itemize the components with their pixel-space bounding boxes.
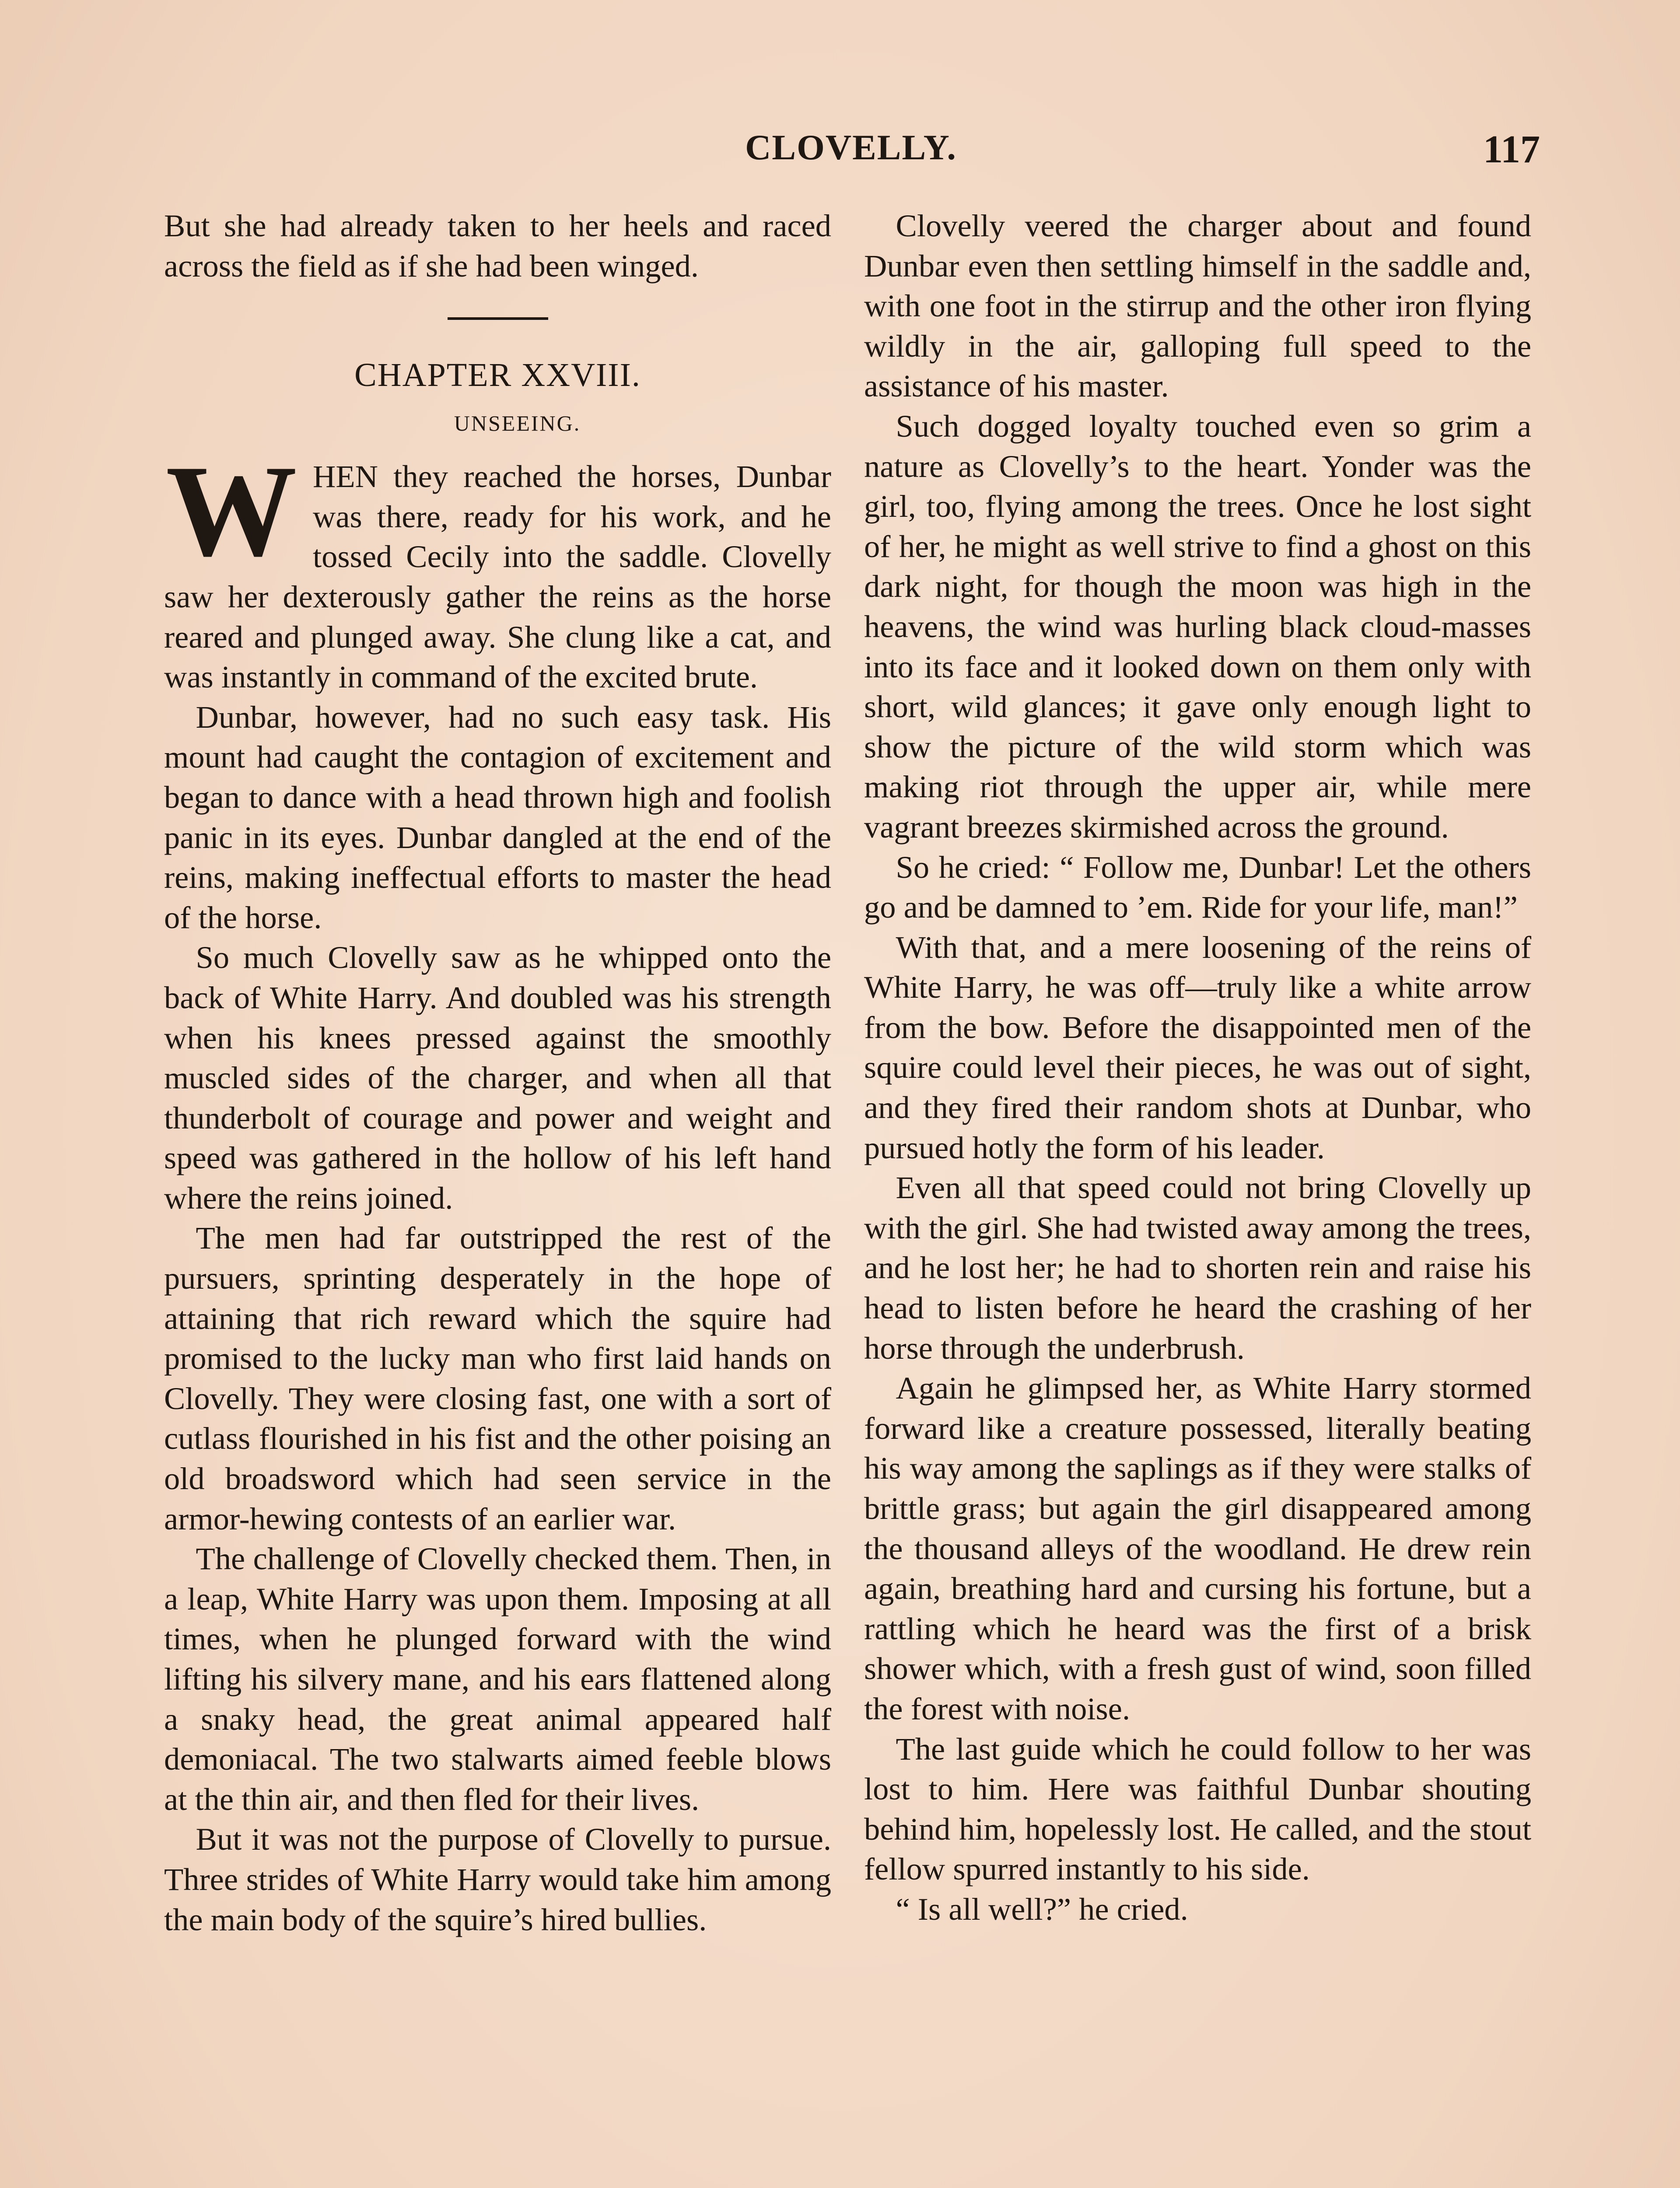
paragraph: Again he glimpsed her, as White Harry stormed forward like a creature possessed, literally beating his way among the saplings as if they were stalks of brittle grass; but again the girl disappeared among the thousand alleys of the woodland. He drew rein again, breathing hard and cursing his fortune, but a rattling which he heard was the first of a brisk shower which, with a fresh gust of wind, soon filled the forest with noise. — [864, 1370, 1531, 1726]
paragraph-continued: But she had already taken to her heels and raced across the field as if she had been winged. — [164, 208, 831, 284]
paragraph: So much Clovelly saw as he whipped onto the back of White Harry. And doubled was his strength when his knees pressed against the smoothly muscled sides of the charger, and when all that thunderbolt of courage and power and weight and speed was gathered in the hollow of his left hand where the reins joined. — [164, 940, 831, 1216]
paragraph: “ Is all well?” he cried. — [896, 1891, 1188, 1927]
paragraph: Such dogged loyalty touched even so grim a nature as Clovelly’s to the heart. Yonder was the girl, too, flying among the trees. Once he lost sight of her, he might as well strive to find a ghost on this dark night, for though the moon was high in the heavens, the wind was hurling black cloud-masses into its face and it looked down on them only with short, wild glances; it gave only enough light to show the picture of the wild storm which was making riot through the upper air, while mere vagrant breezes skirmished across the ground. — [864, 408, 1531, 845]
page-number: 117 — [1483, 128, 1540, 171]
paragraph: Clovelly veered the charger about and found Dunbar even then settling himself in the saddle and, with one foot in the stirrup and the other iron flying wildly in the air, galloping full speed to the assistance of his master. — [864, 208, 1531, 404]
chapter-subtitle: UNSEEING. — [454, 411, 581, 436]
paragraph: The last guide which he could follow to her was lost to him. Here was faithful Dunbar shouting behind him, hopelessly lost. He called, and the stout fellow spurred instantly to his side. — [864, 1731, 1531, 1887]
running-title: CLOVELLY. — [745, 127, 957, 167]
page-header — [162, 127, 1540, 179]
chapter-title: CHAPTER XXVIII. — [354, 357, 641, 394]
paragraph: So he cried: “ Follow me, Dunbar! Let the others go and be damned to ’em. Ride for your life, man!” — [864, 849, 1531, 925]
right-column — [864, 206, 1531, 1929]
paragraph: With that, and a mere loosening of the reins of White Harry, he was off—truly like a white arrow from the bow. Before the disappointed men of the squire could level their pieces, he was out of sight, and they fired their random shots at Dunbar, who pursued hotly the form of his leader. — [864, 929, 1531, 1165]
paragraph: Dunbar, however, had no such easy task. His mount had caught the contagion of excitement and began to dance with a head thrown high and foolish panic in its eyes. Dunbar dangled at the end of the reins, making ineffectual efforts to master the head of the horse. — [164, 699, 831, 935]
paragraph: The men had far outstripped the rest of the pursuers, sprinting desperately in the hope of attaining that rich reward which the squire had promised to the lucky man who first laid hands on Clovelly. They were closing fast, one with a sort of cutlass flourished in his fist and the other poising an old broadsword which had seen service in the armor-hewing contests of an earlier war. — [164, 1220, 831, 1536]
left-column — [164, 206, 831, 1939]
paragraph-text: HEN they reached the horses, Dunbar was there, ready for his work, and he tossed Cecily into the saddle. Clovelly saw her dexterously gather the reins as the horse reared and plunged away. She clung like a cat, and was instantly in command of the excited brute. — [164, 459, 831, 695]
paragraph: Even all that speed could not bring Clovelly up with the girl. She had twisted away among the trees, and he lost her; he had to shorten rein and raise his head to listen before he heard the crashing of her horse through the underbrush. — [864, 1170, 1531, 1366]
drop-cap: W — [166, 438, 297, 584]
section-divider — [448, 317, 548, 320]
paragraph — [164, 438, 831, 697]
paragraph: The challenge of Clovelly checked them. Then, in a leap, White Harry was upon them. Imposing at all times, when he plunged forward with the wind lifting his silvery mane, and his ears flattened along a snaky head, the great animal appeared half demoniacal. The two stalwarts aimed feeble blows at the thin air, and then fled for their lives. — [164, 1541, 831, 1817]
paragraph: But it was not the purpose of Clovelly to pursue. Three strides of White Harry would take him among the main body of the squire’s hired bullies. — [164, 1821, 831, 1937]
